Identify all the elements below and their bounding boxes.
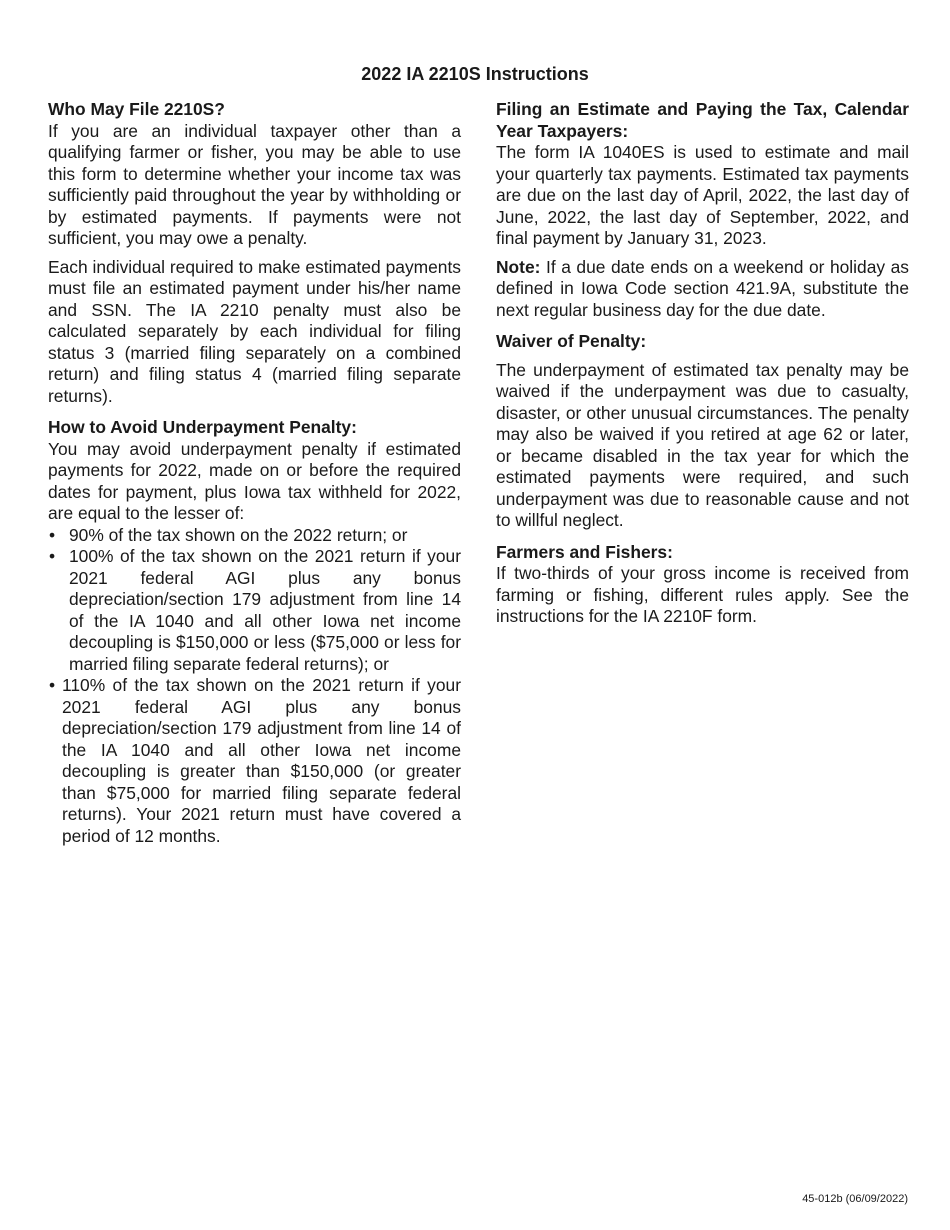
filing-estimate-paragraph: The form IA 1040ES is used to estimate and mail your quarterly tax payments. Estimated tax payments are due on the last day of April, 2022, the last day of June, 2022, the last day of September, 2022, and final payment by January 31, 2023.	[496, 142, 909, 248]
farmers-paragraph: If two-thirds of your gross income is received from farming or fishing, different rules apply. See the instructions for the IA 2210F form.	[496, 563, 909, 626]
list-item-text: 100% of the tax shown on the 2021 return if your 2021 federal AGI plus any bonus depreciation/section 179 adjustment from line 14 of the IA 1040 and all other Iowa net income decoupling is $150,000 or less ($75,000 or less for married filing separate federal returns); or	[69, 546, 461, 674]
avoid-penalty-heading: How to Avoid Underpayment Penalty:	[48, 417, 357, 437]
note-text: If a due date ends on a weekend or holiday as defined in Iowa Code section 421.9A, substitute the next regular business day for the due date.	[496, 256, 909, 320]
waiver-paragraph: The underpayment of estimated tax penalty may be waived if the underpayment was due to casualty, disaster, or other unusual circumstances. The penalty may also be waived if you retired at age 62 or later, or became disabled in the tax year for which the estimated payments were required, and such underpayment was due to reasonable cause and not to willful neglect.	[496, 359, 909, 530]
bullet-icon: •	[49, 546, 56, 566]
right-column	[496, 99, 909, 628]
list-item-text: 110% of the tax shown on the 2021 return if your 2021 federal AGI plus any bonus depreciation/section 179 adjustment from line 14 of the IA 1040 and all other Iowa net income decoupling is greater than $150,000 (or greater than $75,000 for married filing separate federal returns). Your 2021 return must have covered a period of 12 months.	[62, 675, 461, 846]
who-may-file-paragraph-2: Each individual required to make estimated payments must file an estimated payment under his/her name and SSN. The IA 2210 penalty must also be calculated separately by each individual for filing status 3 (married filing separately on a combined return) and filing status 4 (married filing separate returns).	[48, 256, 461, 406]
penalty-criteria-list	[48, 525, 461, 848]
avoid-penalty-paragraph: You may avoid underpayment penalty if estimated payments for 2022, made on or before the required dates for payment, plus Iowa tax withheld for 2022, are equal to the lesser of:	[48, 438, 461, 523]
list-item-text: 90% of the tax shown on the 2022 return; or	[69, 524, 408, 545]
waiver-heading: Waiver of Penalty:	[496, 331, 647, 351]
farmers-heading: Farmers and Fishers:	[496, 541, 673, 562]
who-may-file-paragraph-1: If you are an individual taxpayer other than a qualifying farmer or fisher, you may be able to use this form to determine whether your income tax was sufficiently paid throughout the year by withholding or by estimated payments. If payments were not sufficient, you may owe a penalty.	[48, 120, 461, 248]
who-may-file-heading: Who May File 2210S?	[48, 99, 225, 119]
list-item	[48, 525, 461, 547]
list-item	[48, 675, 461, 847]
list-item	[48, 546, 461, 675]
form-revision-code: 45-012b (06/09/2022)	[802, 1193, 908, 1205]
note-paragraph	[496, 257, 909, 322]
filing-estimate-heading: Filing an Estimate and Paying the Tax, Calendar Year Taxpayers:	[496, 99, 909, 141]
left-column	[48, 99, 461, 847]
bullet-icon: •	[49, 524, 56, 545]
note-label: Note:	[496, 256, 541, 277]
bullet-icon: •	[49, 675, 56, 695]
page-title: 2022 IA 2210S Instructions	[361, 64, 589, 84]
